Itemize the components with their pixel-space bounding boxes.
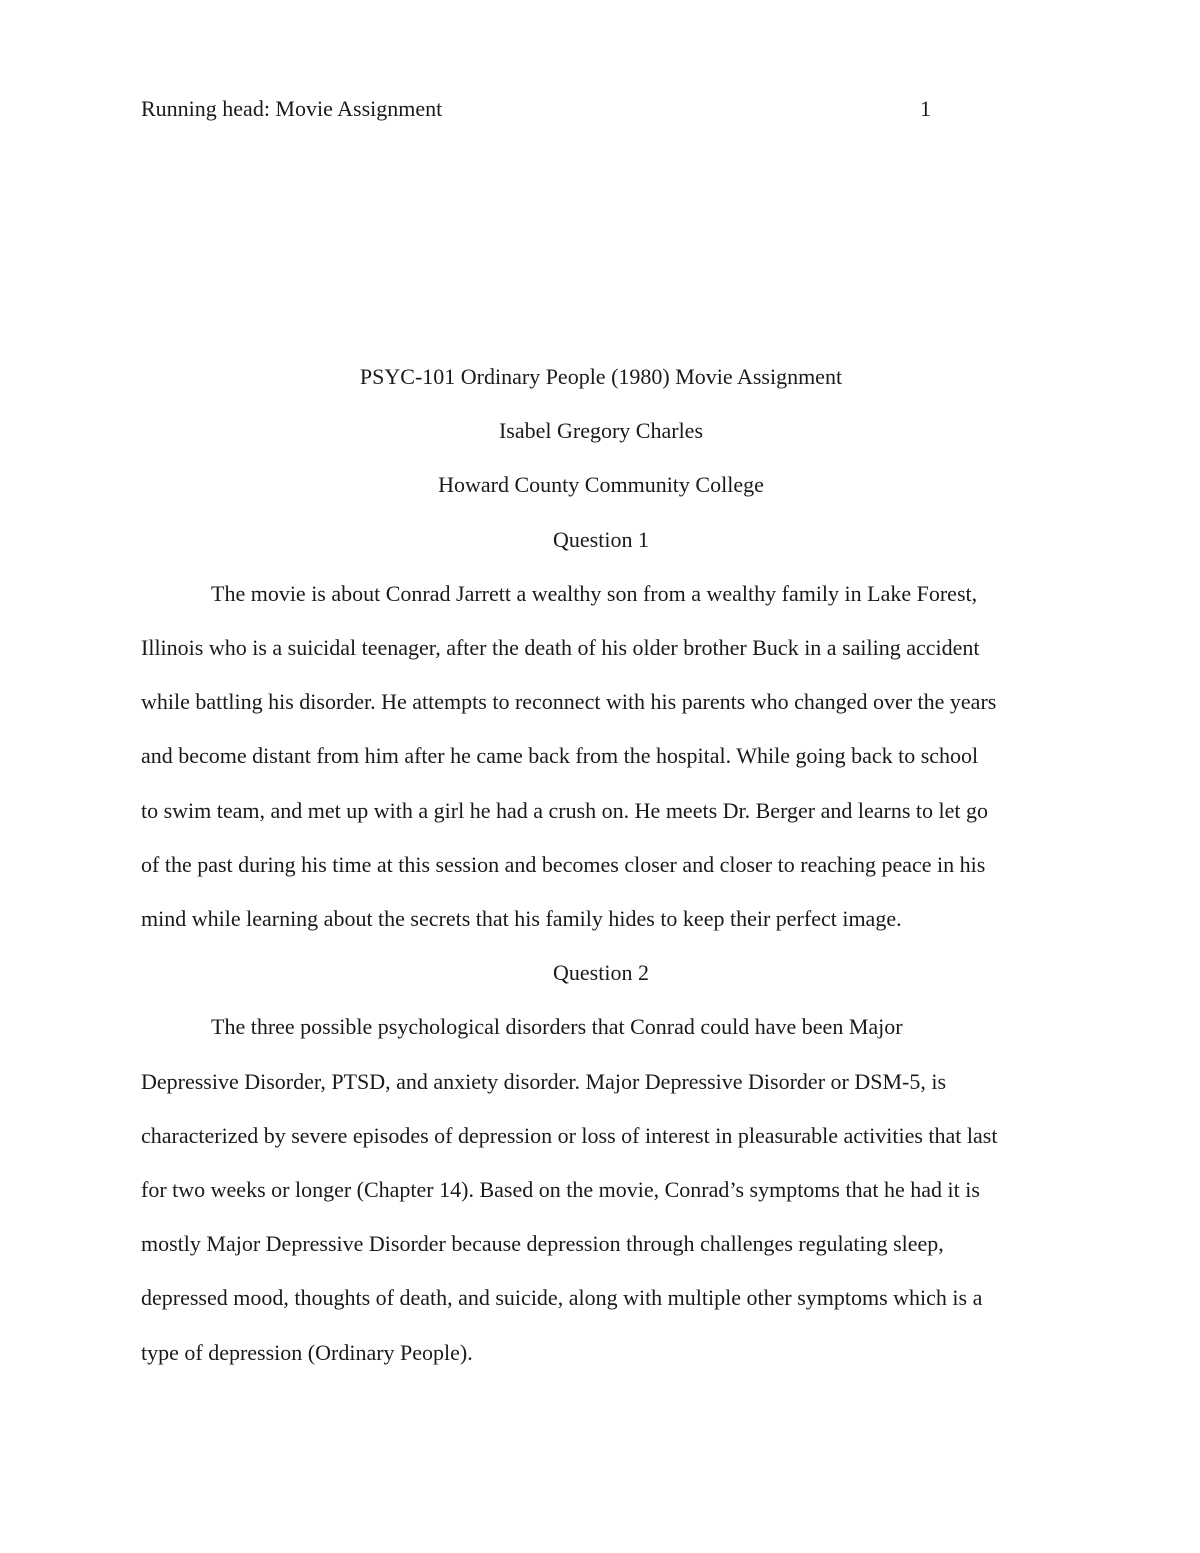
paragraph-line: Illinois who is a suicidal teenager, after the death of his older brother Buck in a sailing accident <box>141 635 980 661</box>
paragraph-line: mostly Major Depressive Disorder because depression through challenges regulating sleep, <box>141 1231 944 1257</box>
author-name: Isabel Gregory Charles <box>498 418 704 444</box>
paragraph-line: while battling his disorder. He attempts to reconnect with his parents who changed over the years <box>141 689 997 715</box>
paragraph-line: for two weeks or longer (Chapter 14). Based on the movie, Conrad’s symptoms that he had it is <box>141 1177 980 1203</box>
section-heading: Question 1 <box>553 526 649 552</box>
section-question-1 <box>141 513 1061 947</box>
page-number: 1 <box>920 96 931 121</box>
paragraph <box>141 1000 1061 1379</box>
institution-name: Howard County Community College <box>438 472 764 498</box>
paragraph-line: The three possible psychological disorders that Conrad could have been Major <box>211 1014 903 1040</box>
paragraph-line: type of depression (Ordinary People). <box>141 1339 473 1365</box>
paragraph-line: and become distant from him after he came back from the hospital. While going back to school <box>141 743 979 769</box>
paper-title: PSYC-101 Ordinary People (1980) Movie Assignment <box>359 364 843 389</box>
paragraph-line: characterized by severe episodes of depression or loss of interest in pleasurable activities that last <box>141 1122 998 1148</box>
title-block <box>141 350 1061 513</box>
section-heading: Question 2 <box>553 960 649 986</box>
paragraph-line: mind while learning about the secrets that his family hides to keep their perfect image. <box>141 906 902 932</box>
paragraph-line: The movie is about Conrad Jarrett a wealthy son from a wealthy family in Lake Forest, <box>211 580 978 606</box>
paragraph-line: to swim team, and met up with a girl he had a crush on. He meets Dr. Berger and learns to let go <box>141 797 988 823</box>
paragraph-line: depressed mood, thoughts of death, and suicide, along with multiple other symptoms which is a <box>141 1285 983 1311</box>
section-question-2 <box>141 946 1061 1380</box>
paragraph-line: Depressive Disorder, PTSD, and anxiety disorder. Major Depressive Disorder or DSM-5, is <box>141 1068 947 1094</box>
paragraph <box>141 567 1061 946</box>
document-body <box>141 350 1061 1380</box>
running-head: Running head: Movie Assignment <box>141 96 443 121</box>
paragraph-line: of the past during his time at this session and becomes closer and closer to reaching peace in his <box>141 851 986 877</box>
